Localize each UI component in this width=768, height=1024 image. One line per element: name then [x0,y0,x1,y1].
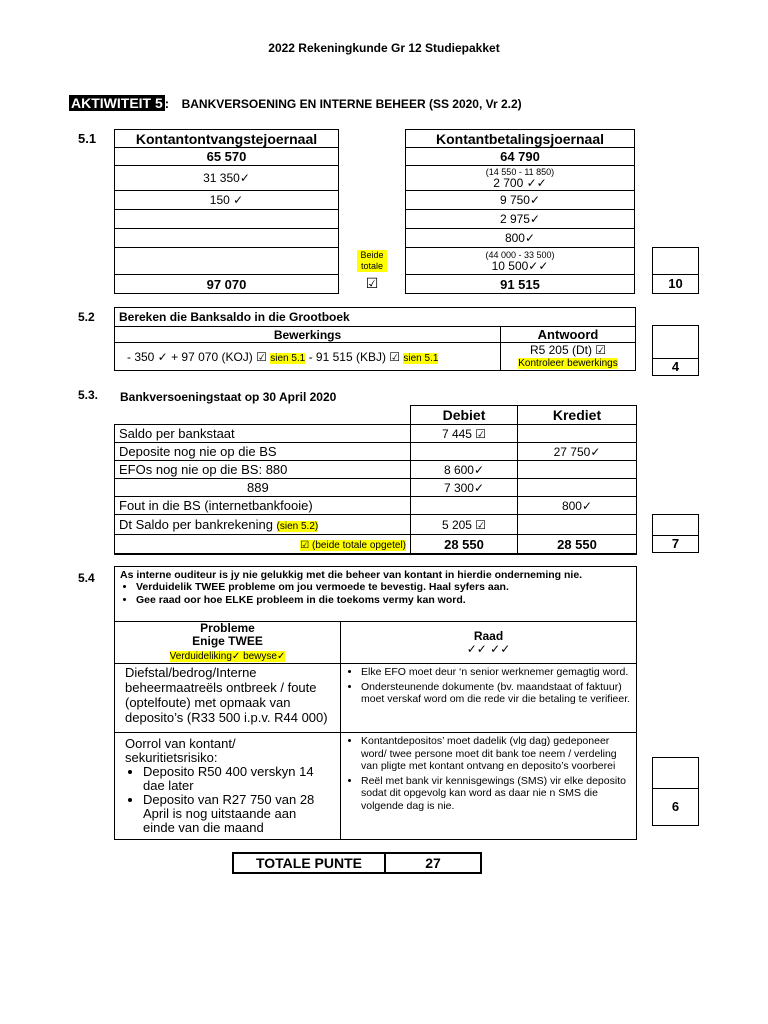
recon-credit: 800✓ [518,497,637,515]
problem-item: • Deposito van R27 750 van 28 April is nog uitstaande aan einde van die maand [143,793,330,835]
recon-credit [518,425,637,443]
calc-text: - 91 515 (KBJ) ☑ [305,349,404,364]
activity-label: AKTIWITEIT 5 [71,95,163,111]
blank-header [115,406,411,425]
payments-journal-title: Kontantbetalingsjoernaal [406,130,635,148]
advice-item: • Kontantdepositos’ moet dadelik (vlg dag) gedeponeer word/ twee persone moet dit bank toe neem / verdeling van pligte met kontant ontvang en deposito’s voorberei [361,735,632,773]
payments-value: 10 500✓✓ [491,259,549,273]
marks-5-2: 4 [652,358,699,376]
calc-reference: sien 5.1 [270,352,306,364]
payments-row: 64 790 [406,148,635,166]
recon-debit: 7 445 ☑ [411,425,518,443]
problem-1: Diefstal/bedrog/Interne beheermaatreëls ontbreek / foute (optelfoute) met opmaak van deposito’s (R33 500 i.p.v. R44 000) [115,664,341,733]
advice-item: • Ondersteunende dokumente (bv. maandstaat of faktuur) moet verskaf word om die rede vir die betaling te verifieer. [361,681,632,706]
problem-2-list [125,765,330,835]
recon-label-reference: (sien 5.2) [276,521,319,532]
calculation-cell [115,343,501,371]
reconciliation-table [114,405,637,555]
recon-total-credit: 28 550 [518,535,637,555]
problems-mark-note: Verduideliking✓ bewyse✓ [169,651,286,662]
answer-value: R5 205 (Dt) ☑ [529,342,607,357]
col-bewerkings: Bewerkings [115,327,501,343]
advice-title: Raad [473,628,504,643]
reconciliation-title: Bankversoeningstaat op 30 April 2020 [120,390,337,404]
problem-2-title: Oorrol van kontant/ sekuritietsrisiko: [125,736,236,765]
payments-calc: (14 550 - 11 850) [485,167,555,177]
problem-item: • Deposito R50 400 verskyn 14 dae later [143,765,330,793]
recon-total-debit: 28 550 [411,535,518,555]
payments-total: 91 515 [406,275,635,294]
receipts-row [115,248,339,275]
col-credit: Krediet [518,406,637,425]
calc-reference: sien 5.1 [403,352,439,364]
advice-2-list [345,735,632,812]
activity-heading [69,95,522,113]
question-bullet: • Gee raad oor hoe ELKE probleem in die toekoms vermy kan word. [136,594,631,607]
col-antwoord: Antwoord [501,327,636,343]
receipts-row [115,229,339,248]
question-bullet: • Verduidelik TWEE probleme om jou vermoede te bevestig. Haal syfers aan. [136,581,631,594]
question-bullets [120,581,631,607]
answer-cell [501,343,636,371]
recon-debit: 7 300✓ [411,479,518,497]
note-line: totale [360,261,384,271]
recon-credit [518,479,637,497]
recon-label: Fout in die BS (internetbankfooie) [115,497,411,515]
recon-debit: 5 205 ☑ [411,515,518,535]
payments-row: 800✓ [406,229,635,248]
both-totals-note [357,250,387,272]
receipts-row: 150 ✓ [115,191,339,210]
advice-1 [341,664,637,733]
recon-label: 889 [115,479,411,497]
section-number-5-1: 5.1 [78,131,97,146]
marks-box-empty [652,514,699,536]
activity-colon: : [164,96,170,111]
recon-debit: 8 600✓ [411,461,518,479]
payments-row [406,248,635,275]
problems-title: Probleme [200,621,255,635]
payments-journal-table [405,129,635,294]
total-points-value: 27 [385,853,481,873]
payments-row: 2 975✓ [406,210,635,229]
payments-row [406,166,635,191]
check-box-icon: ☑ [365,275,379,291]
problems-subtitle: Enige TWEE [192,634,263,648]
advice-2 [341,733,637,840]
recon-credit: 27 750✓ [518,443,637,461]
receipts-journal-title: Kontantontvangstejoernaal [115,130,339,148]
advice-1-list [345,666,632,706]
bank-balance-table [114,307,636,371]
marks-box-empty [652,325,699,359]
advice-item: • Elke EFO moet deur ‘n senior werknemer gemagtig word. [361,666,632,679]
problems-advice-table [114,621,637,840]
marks-5-1: 10 [652,274,699,294]
receipts-row [115,210,339,229]
advice-item: • Reël met bank vir kennisgewings (SMS) vir elke deposito sodat dit opgevolg kan word as daar nie n SMS die volgende dag is nie. [361,775,632,813]
payments-calc: (44 000 - 33 500) [485,250,555,260]
recon-credit [518,515,637,535]
marks-box-empty [652,757,699,789]
recon-total-label [115,535,411,555]
internal-audit-question [114,566,637,622]
recon-credit [518,461,637,479]
recon-label: Saldo per bankstaat [115,425,411,443]
page-header: 2022 Rekeningkunde Gr 12 Studiepakket [268,41,500,55]
receipts-total: 97 070 [115,275,339,294]
total-points-label: TOTALE PUNTE [233,853,385,873]
bank-balance-title: Bereken die Banksaldo in die Grootboek [115,308,636,327]
receipts-row: 31 350✓ [115,166,339,191]
receipts-journal-table [114,129,339,294]
payments-row: 9 750✓ [406,191,635,210]
marks-box-empty [652,247,699,275]
advice-marks: ✓✓ ✓✓ [466,641,511,656]
col-debit: Debiet [411,406,518,425]
receipts-row: 65 570 [115,148,339,166]
recon-label: EFOs nog nie op die BS: 880 [115,461,411,479]
advice-header [341,622,637,664]
recon-label [115,515,411,535]
activity-title: BANKVERSOENING EN INTERNE BEHEER (SS 2020, Vr 2.2) [181,97,522,111]
calc-text: - 350 ✓ + 97 070 (KOJ) ☑ [127,349,271,364]
problems-header [115,622,341,664]
note-line: Beide [360,250,384,260]
recon-label-text: Dt Saldo per bankrekening [119,517,277,532]
section-number-5-4: 5.4 [78,571,95,585]
marks-5-4: 6 [652,788,699,826]
problem-2 [115,733,341,840]
recon-debit [411,443,518,461]
payments-value: 2 700 ✓✓ [493,176,547,190]
marks-5-3: 7 [652,535,699,553]
question-intro: As interne ouditeur is jy nie gelukkig met die beheer van kontant in hierdie onderneming nie. [120,569,583,581]
section-number-5-2: 5.2 [78,310,95,324]
section-number-5-3: 5.3. [78,388,99,402]
recon-label: Deposite nog nie op die BS [115,443,411,461]
recon-debit [411,497,518,515]
total-points-table [232,852,482,874]
answer-note: Kontroleer bewerkings [518,357,618,369]
total-note: ☑ (beide totale opgetel) [300,540,406,551]
